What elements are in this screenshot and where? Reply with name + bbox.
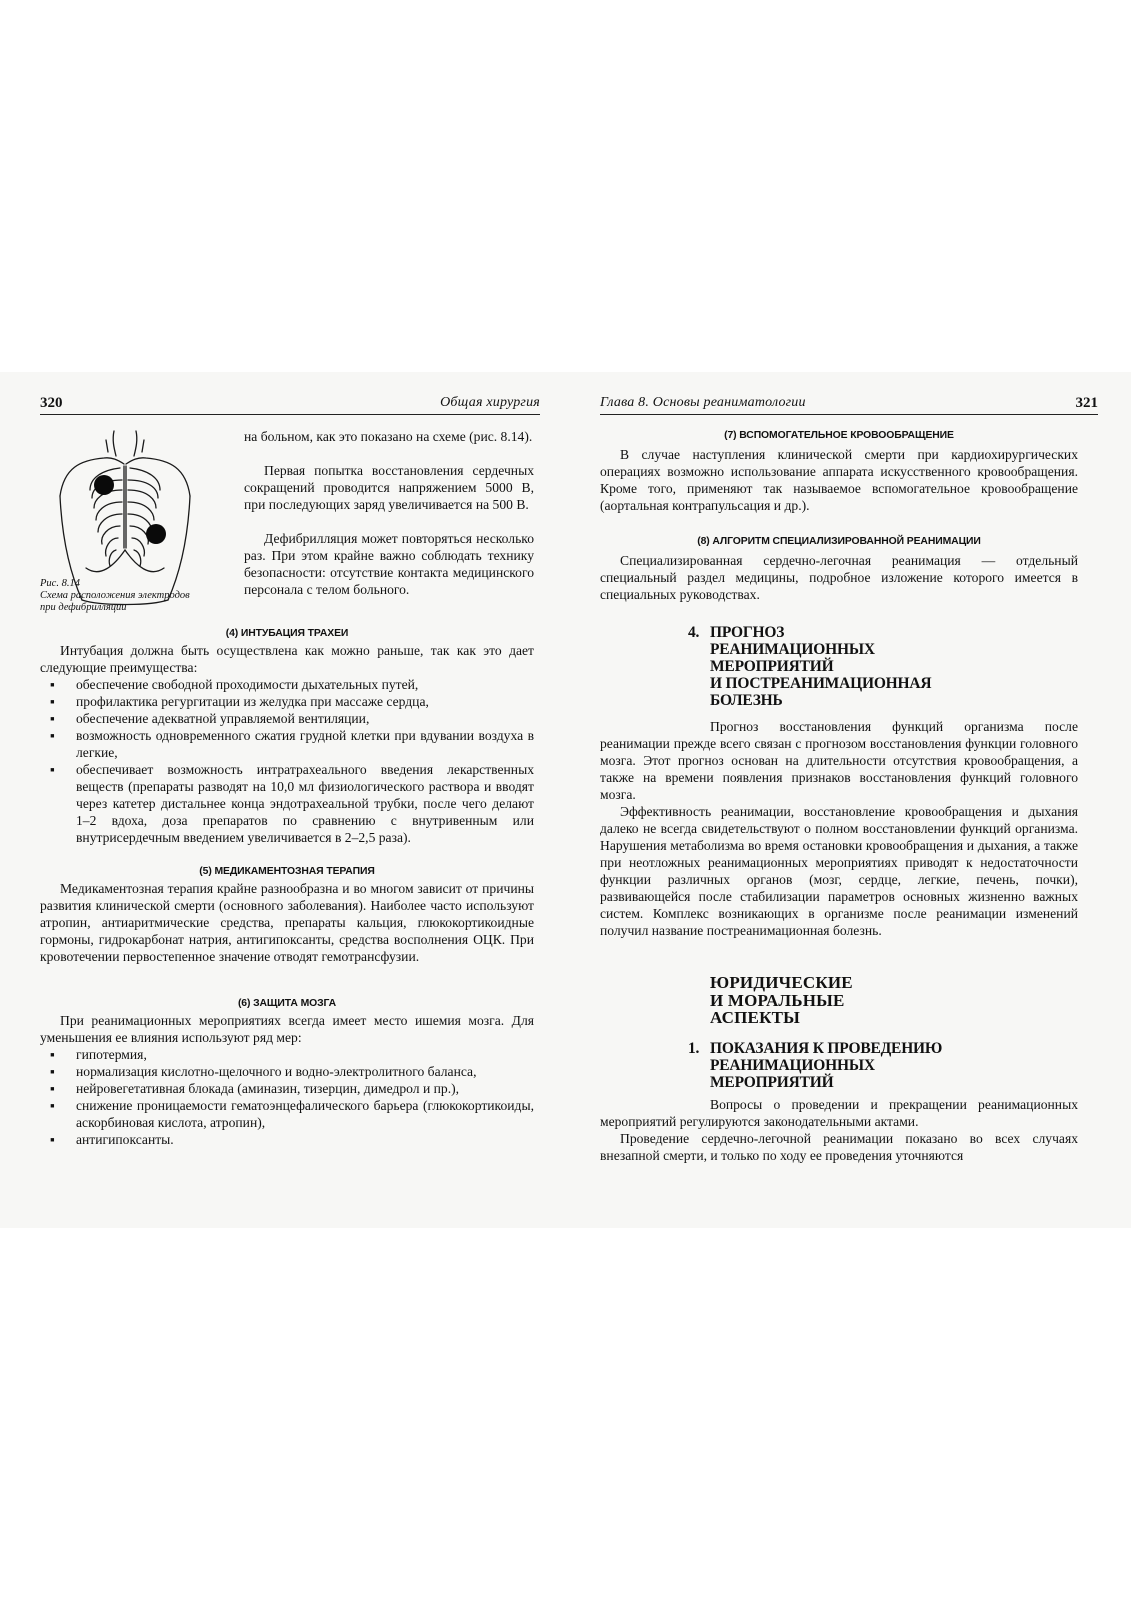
list-item: ▪ обеспечение адекватной управляемой вентиляции, <box>50 711 370 726</box>
prognosis-paragraph-1: Прогноз восстановления функций организма после реанимации прежде всего связан с прогнозом восстановления функции головного мозга. Этот прогноз основан на длительности отсутствия кровообращения, а также на времени появления признаков восстановления функций головного мозга. <box>600 719 1078 802</box>
figure-caption <box>40 578 190 614</box>
list-item: ▪ нейровегетативная блокада (аминазин, тизерцин, димедрол и пр.), <box>50 1081 460 1096</box>
bullet-icon: ▪ <box>50 677 55 692</box>
bullet-icon: ▪ <box>50 1132 55 1147</box>
section-heading-intubation: (4) ИНТУБАЦИЯ ТРАХЕИ <box>225 628 349 639</box>
drug-therapy-paragraph: Медикаментозная терапия крайне разнообразна и во многом зависит от причины развития клинической смерти (основного заболевания). Наиболее часто используют атропин, антиаритмические средства, препараты кальция, глюкокортикоидные гормоны, гидрокарбонат натрия, антигипоксанты, средства восполнения ОЦК. При кровотечении первостепенное значение отводят гемотрансфузии. <box>40 881 534 964</box>
heading-prognosis-number: 4. <box>688 624 700 641</box>
bullet-icon: ▪ <box>50 1047 55 1062</box>
intro-paragraph-1: на больном, как это показано на схеме (рис. 8.14). <box>244 429 533 444</box>
bullet-icon: ▪ <box>50 711 55 726</box>
list-item: ▪ снижение проницаемости гематоэнцефалического барьера (глюкокортикоиды, аскорбиновая кислота, атропин), <box>50 1098 534 1130</box>
list-item: ▪ возможность одновременного сжатия грудной клетки при вдувании воздуха в легкие, <box>50 728 534 760</box>
figure-caption-line-1: Схема расположения электродов <box>40 590 190 601</box>
bullet-icon: ▪ <box>50 762 55 777</box>
intro-paragraph-2: Первая попытка восстановления сердечных сокращений проводится напряжением 5000 В, при последующих заряд увеличивается на 500 В. <box>244 463 534 512</box>
brain-protection-paragraph: При реанимационных мероприятиях всегда имеет место ишемия мозга. Для уменьшения ее влияния используют ряд мер: <box>40 1013 534 1045</box>
intro-paragraph-3: Дефибрилляция может повторяться несколько раз. При этом крайне важно соблюдать технику безопасности: отсутствие контакта медицинского персонала с телом больного. <box>244 531 534 597</box>
indications-paragraph-1: Вопросы о проведении и прекращении реанимационных мероприятий регулируются законодательными актами. <box>600 1097 1078 1129</box>
section-heading-drug-therapy: (5) МЕДИКАМЕНТОЗНАЯ ТЕРАПИЯ <box>199 866 375 877</box>
running-head-left <box>40 390 540 415</box>
page-number-left: 320 <box>40 395 63 411</box>
running-head-right <box>600 390 1098 415</box>
assisted-circulation-paragraph: В случае наступления клинической смерти при кардиохирургических операциях возможно использование аппарата искусственного кровообращения. Кроме того, применяют так называемое вспомогательное кровообращение (аортальная контрапульсация и др.). <box>600 447 1078 513</box>
bullet-icon: ▪ <box>50 1098 55 1113</box>
heading-prognosis: 4. ПРОГНОЗ РЕАНИМАЦИОННЫХ МЕРОПРИЯТИЙ И ПОСТРЕАНИМАЦИОННАЯ БОЛЕЗНЬ <box>688 624 932 709</box>
bullet-icon: ▪ <box>50 1081 55 1096</box>
list-item: ▪ антигипоксанты. <box>50 1132 174 1147</box>
figure-caption-line-2: при дефибрилляции <box>40 602 127 613</box>
bullet-icon: ▪ <box>50 1064 55 1079</box>
figure-label: Рис. 8.14 <box>40 578 80 589</box>
page-number-right: 321 <box>1075 395 1098 411</box>
list-item: ▪ обеспечение свободной проходимости дыхательных путей, <box>50 677 419 692</box>
list-item: ▪ профилактика регургитации из желудка при массаже сердца, <box>50 694 429 709</box>
bullet-icon: ▪ <box>50 694 55 709</box>
running-title-left: Общая хирургия <box>440 395 540 410</box>
intubation-list <box>40 676 534 846</box>
intubation-paragraph: Интубация должна быть осуществлена как можно раньше, так как это дает следующие преимущества: <box>40 643 534 675</box>
heading-legal-aspects: ЮРИДИЧЕСКИЕ И МОРАЛЬНЫЕ АСПЕКТЫ <box>710 973 853 1027</box>
section-heading-algorithm: (8) АЛГОРИТМ СПЕЦИАЛИЗИРОВАННОЙ РЕАНИМАЦИИ <box>697 536 981 547</box>
prognosis-paragraph-2: Эффективность реанимации, восстановление кровообращения и дыхания далеко не всегда свидетельствуют о полном восстановлении функций организма. Нарушения метаболизма во время остановки кровообращения и дыхания, а также при неотложных реанимационных мероприятиях приводят к недостаточности функции различных органов (мозг, сердце, легкие, печень, почки), развивающейся после стабилизации параметров основных жизненно важных систем. Комплекс возникающих в организме после реанимации изменений получил название постреанимационная болезнь. <box>600 804 1078 938</box>
section-heading-brain-protection: (6) ЗАЩИТА МОЗГА <box>237 998 337 1009</box>
electrode-apex <box>146 524 166 544</box>
book-spread <box>0 372 1131 1228</box>
brain-protection-list <box>40 1046 534 1148</box>
algorithm-paragraph: Специализированная сердечно-легочная реанимация — отдельный специальный раздел медицины, подробное изложение которого имеется в специальных руководствах. <box>600 553 1078 602</box>
bullet-icon: ▪ <box>50 728 55 743</box>
indications-paragraph-2: Проведение сердечно-легочной реанимации показано во всех случаях внезапной смерти, и только по ходу ее проведения уточняются <box>600 1131 1078 1163</box>
list-item: ▪ обеспечивает возможность интратрахеального введения лекарственных веществ (препараты разводят на 10,0 мл физиологического раствора и вводят через катетер дистальнее конца эндотрахеальной трубки, после чего делают 1–2 вдоха, доза препаратов по сравнению с внутривенным или внутрисердечным введением увеличивается в 2–2,5 раза). <box>50 762 534 845</box>
heading-indications: 1. ПОКАЗАНИЯ К ПРОВЕДЕНИЮ РЕАНИМАЦИОННЫХ МЕРОПРИЯТИЙ <box>688 1040 943 1091</box>
section-heading-assisted-circulation: (7) ВСПОМОГАТЕЛЬНОЕ КРОВООБРАЩЕНИЕ <box>724 430 954 441</box>
list-item: ▪ гипотермия, <box>50 1047 147 1062</box>
list-item: ▪ нормализация кислотно-щелочного и водно-электролитного баланса, <box>50 1064 477 1079</box>
heading-indications-number: 1. <box>688 1040 700 1057</box>
electrode-upper-right-chest <box>94 475 114 495</box>
running-title-right: Глава 8. Основы реаниматологии <box>600 395 806 410</box>
